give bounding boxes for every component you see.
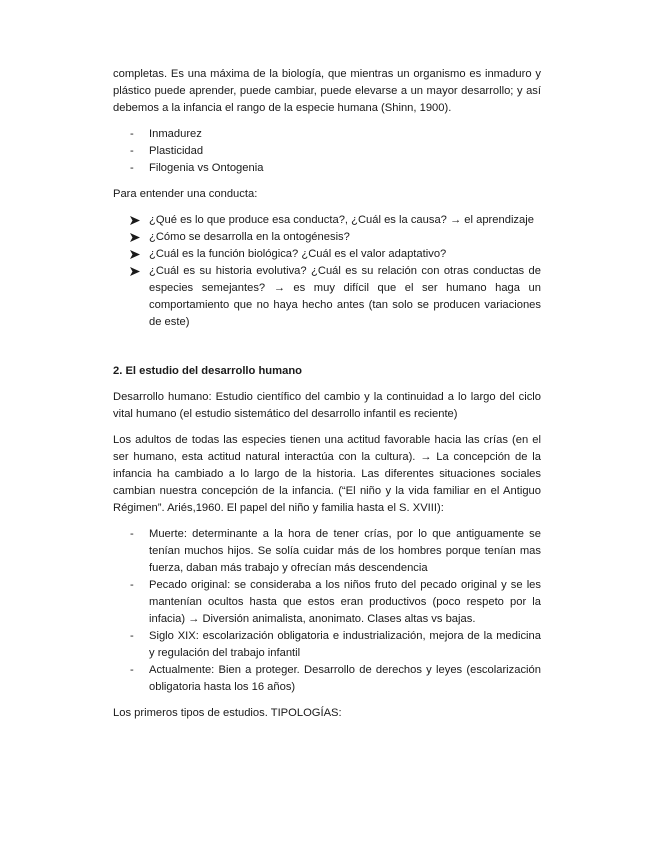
list-item-text: ¿Qué es lo que produce esa conducta?, ¿Cuál es la causa? → el aprendizaje xyxy=(149,214,534,226)
history-list xyxy=(113,526,541,696)
dash-marker: - xyxy=(130,664,134,676)
list-item-text: ¿Cuál es la función biológica? ¿Cuál es el valor adaptativo? xyxy=(149,248,447,260)
list-item-text: Pecado original: se consideraba a los niños fruto del pecado original y se les mantenían ocultos hasta que estos eran productivos (poco respeto por la infacia) → Diversión animalista, anonimato. Clases altas vs bajas. xyxy=(149,579,541,625)
conducta-intro: Para entender una conducta: xyxy=(113,188,258,200)
list-item xyxy=(113,577,541,628)
arrowhead-bullet-icon xyxy=(130,233,140,242)
list-item-text: Plasticidad xyxy=(149,145,204,157)
list-item xyxy=(113,160,541,177)
dash-marker: - xyxy=(130,162,134,174)
list-item-text: Siglo XIX: escolarización obligatoria e industrialización, mejora de la medicina y regulación del trabajo infantil xyxy=(149,630,541,659)
arrowhead-bullet-icon xyxy=(130,216,140,225)
questions-list xyxy=(113,212,541,331)
list-item-text: Actualmente: Bien a proteger. Desarrollo de derechos y leyes (escolarización obligatoria hasta los 16 años) xyxy=(149,664,541,693)
dash-marker: - xyxy=(130,528,134,540)
arrowhead-bullet-icon xyxy=(130,250,140,259)
concepts-list xyxy=(113,126,541,177)
dash-marker: - xyxy=(130,128,134,140)
list-item xyxy=(113,126,541,143)
closing-line: Los primeros tipos de estudios. TIPOLOGÍAS: xyxy=(113,707,342,719)
definition-paragraph: Desarrollo humano: Estudio científico del cambio y la continuidad a lo largo del ciclo vital humano (el estudio sistemático del desarrollo infantil es reciente) xyxy=(113,391,541,420)
adults-paragraph: Los adultos de todas las especies tienen una actitud favorable hacia las crías (en el ser humano, esta actitud natural interactúa con la cultura). → La concepción de la infancia ha cambiado a lo largo de la historia. Las diferentes situaciones sociales cambian nuestra concepción de la infancia. (“El niño y la vida familiar en el Antiguo Régimen”. Ariés,1960. El papel del niño y familia hasta el S. XVIII): xyxy=(113,434,541,514)
list-item xyxy=(113,662,541,696)
arrowhead-bullet-icon xyxy=(130,267,140,276)
list-item-text: ¿Cuál es su historia evolutiva? ¿Cuál es su relación con otras conductas de especies semejantes? → es muy difícil que el ser humano haga un comportamiento que no haya hecho antes (tan solo se producen variaciones de este) xyxy=(149,265,541,328)
document-page xyxy=(113,66,541,731)
list-item xyxy=(113,263,541,331)
list-item-text: ¿Cómo se desarrolla en la ontogénesis? xyxy=(149,231,350,243)
list-item-text: Muerte: determinante a la hora de tener crías, por lo que antiguamente se tenían muchos hijos. Se solía cuidar más de los hombres porque tenían mas fuerza, daban más trabajo y ofrecían más descendencia xyxy=(149,528,541,574)
list-item xyxy=(113,212,541,229)
list-item xyxy=(113,143,541,160)
intro-paragraph: completas. Es una máxima de la biología, que mientras un organismo es inmaduro y plástico puede aprender, puede cambiar, puede elevarse a un mayor desarrollo; y así debemos a la infancia el rango de la especie humana (Shinn, 1900). xyxy=(113,68,541,114)
list-item xyxy=(113,526,541,577)
dash-marker: - xyxy=(130,630,134,642)
section-heading: 2. El estudio del desarrollo humano xyxy=(113,365,302,377)
list-item xyxy=(113,628,541,662)
list-item xyxy=(113,246,541,263)
list-item xyxy=(113,229,541,246)
dash-marker: - xyxy=(130,145,134,157)
list-item-text: Inmadurez xyxy=(149,128,202,140)
list-item-text: Filogenia vs Ontogenia xyxy=(149,162,264,174)
dash-marker: - xyxy=(130,579,134,591)
